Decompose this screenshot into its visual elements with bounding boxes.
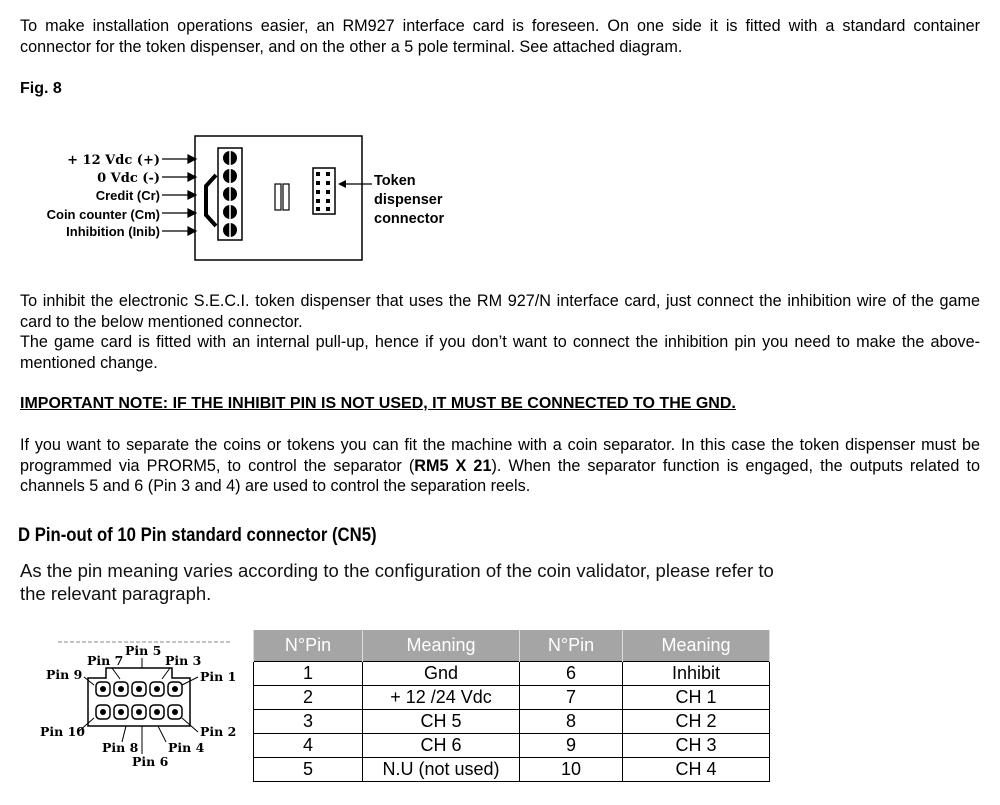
cell-pin: 9 <box>520 734 623 758</box>
terminal-label-coin-counter: Coin counter (Cm) <box>46 207 160 222</box>
header-meaning-1: Meaning <box>363 630 520 662</box>
component-right <box>283 184 289 210</box>
cell-pin: 8 <box>520 710 623 734</box>
important-note: IMPORTANT NOTE: IF THE INHIBIT PIN IS NOT USED, IT MUST BE CONNECTED TO THE GND. <box>20 395 736 412</box>
pin1-label: Pin 1 <box>200 669 237 684</box>
cell-meaning: CH 5 <box>363 710 520 734</box>
pin-table <box>253 630 770 782</box>
cell-meaning: N.U (not used) <box>363 758 520 782</box>
pin7-label: Pin 7 <box>87 653 124 668</box>
connector-label-line2: dispenser <box>374 192 443 208</box>
pin9-label: Pin 9 <box>46 667 83 682</box>
table-row <box>254 662 770 686</box>
table-row <box>254 710 770 734</box>
table-row <box>254 758 770 782</box>
pin5-label: Pin 5 <box>125 643 162 658</box>
cell-meaning: Inhibit <box>623 662 770 686</box>
header-meaning-2: Meaning <box>623 630 770 662</box>
cn5-connector-diagram <box>30 632 245 782</box>
cell-pin: 6 <box>520 662 623 686</box>
section-intro: As the pin meaning varies according to the configuration of the coin validator, please refer to the relevant paragraph. <box>20 560 774 604</box>
section-heading: D Pin-out of 10 Pin standard connector (CN5) <box>18 525 377 546</box>
cell-meaning: CH 3 <box>623 734 770 758</box>
terminal-label-inhibition: Inhibition (Inib) <box>66 224 160 239</box>
pin6-label: Pin 6 <box>132 754 169 769</box>
connector-label-line3: connector <box>374 211 445 227</box>
cell-pin: 1 <box>254 662 363 686</box>
separator-text-after: ). When the separator function is engaged, the outputs related to channels 5 and 6 (Pin 3 and 4) are used to control the separation reels. <box>20 456 980 495</box>
inhibit-paragraph-2: The game card is fitted with an internal pull-up, hence if you don’t want to connect the inhibition pin you need to make the above-mentioned change. <box>20 333 980 372</box>
cell-meaning: CH 6 <box>363 734 520 758</box>
pin4-label: Pin 4 <box>168 740 205 755</box>
cell-pin: 3 <box>254 710 363 734</box>
cell-meaning: CH 4 <box>623 758 770 782</box>
table-row <box>254 734 770 758</box>
terminal-label-credit: Credit (Cr) <box>95 188 160 203</box>
pin3-label: Pin 3 <box>165 653 202 668</box>
cell-meaning: + 12 /24 Vdc <box>363 686 520 710</box>
pin8-label: Pin 8 <box>102 740 139 755</box>
separator-paragraph <box>20 435 980 497</box>
header-pin-number-2: N°Pin <box>520 630 623 662</box>
terminal-label-0vdc: 0 Vdc (-) <box>97 171 160 186</box>
cell-meaning: CH 2 <box>623 710 770 734</box>
inhibit-paragraph-1: To inhibit the electronic S.E.C.I. token dispenser that uses the RM 927/N interface card, just connect the inhibition wire of the game card to the below mentioned connector. <box>20 292 980 331</box>
pin2-label: Pin 2 <box>200 724 237 739</box>
cell-meaning: Gnd <box>363 662 520 686</box>
separator-code: RM5 X 21 <box>414 456 492 475</box>
cell-pin: 7 <box>520 686 623 710</box>
header-pin-number-1: N°Pin <box>254 630 363 662</box>
table-row <box>254 686 770 710</box>
intro-paragraph: To make installation operations easier, an RM927 interface card is foreseen. On one side it is fitted with a standard container connector for the token dispenser, and on the other a 5 pole terminal. See attached diagram. <box>20 17 980 56</box>
terminal-label-plus12: + 12 Vdc (+) <box>67 153 160 168</box>
cell-pin: 4 <box>254 734 363 758</box>
pin-table-header-row <box>254 630 770 662</box>
cell-pin: 5 <box>254 758 363 782</box>
separator-text-before: If you want to separate the coins or tokens you can fit the machine with a coin separator. In this case the token dispenser must be programmed via PRORM5, to control the separator ( <box>20 436 980 475</box>
connector-label-line1: Token <box>374 173 416 189</box>
cell-pin: 2 <box>254 686 363 710</box>
interface-card-diagram <box>0 120 470 265</box>
pin10-label: Pin 10 <box>40 724 85 739</box>
figure-label: Fig. 8 <box>20 80 62 97</box>
cell-meaning: CH 1 <box>623 686 770 710</box>
cell-pin: 10 <box>520 758 623 782</box>
component-left <box>275 184 281 210</box>
